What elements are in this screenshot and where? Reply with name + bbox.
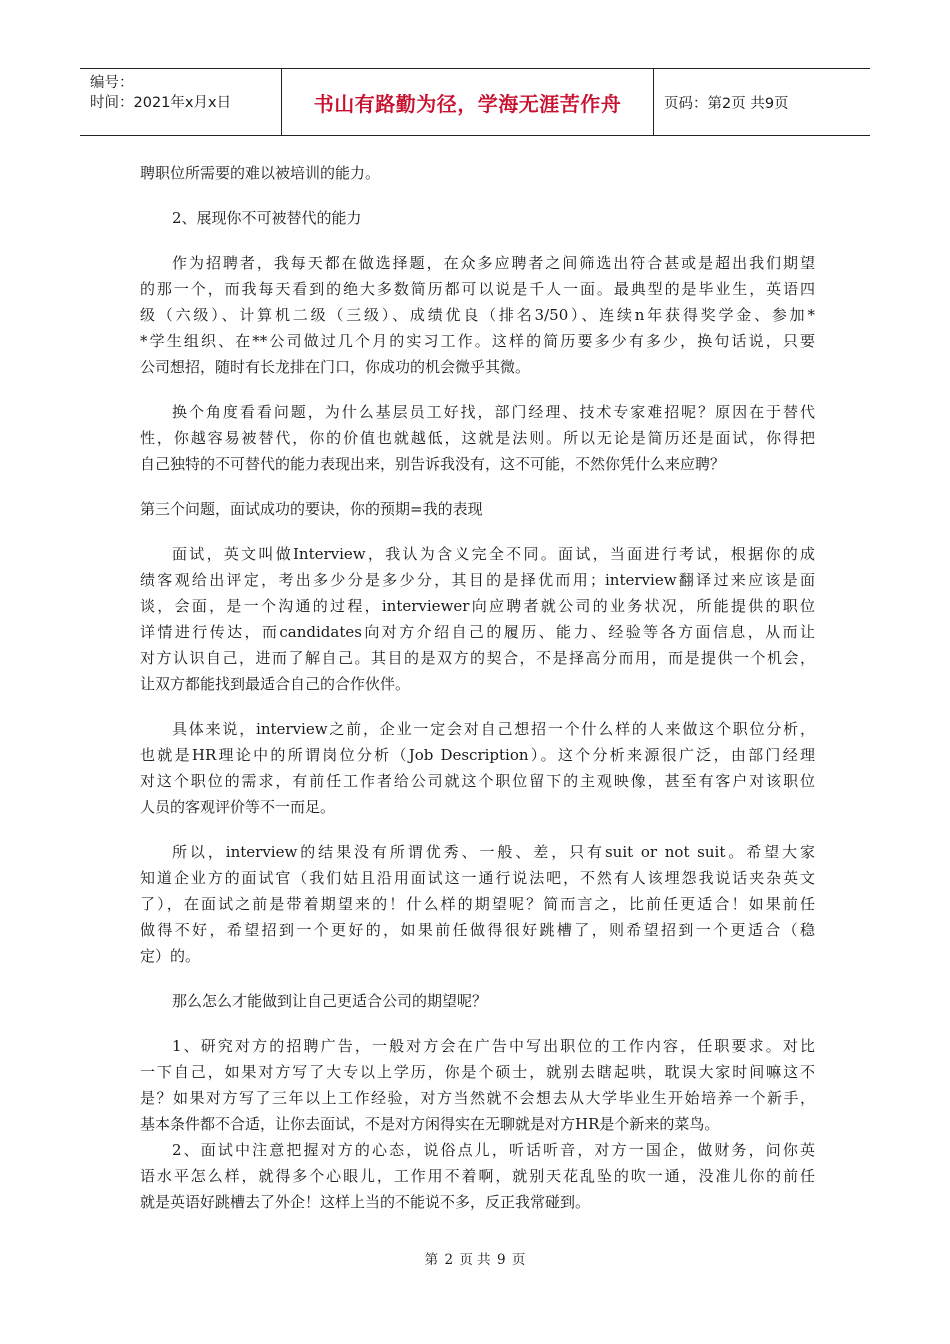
text-line: 那么怎么才能做到让自己更适合公司的期望呢？ xyxy=(172,992,488,1010)
text-line: 2、面试中注意把握对方的心态，说俗点儿，听话听音，对方一国企，做财务，问你英 xyxy=(172,1141,815,1159)
text-line: 也就是HR理论中的所谓岗位分析（Job Description）。这个分析来源很广泛，由部门经理 xyxy=(140,746,815,764)
text-line: 基本条件都不合适，让你去面试，不是对方闲得实在无聊就是对方HR是个新来的菜鸟。 xyxy=(140,1115,720,1133)
text-line: 聘职位所需要的难以被培训的能力。 xyxy=(140,164,381,182)
header-meta xyxy=(80,69,282,135)
text-line: 一下自己，如果对方写了大专以上学历，你是个硕士，就别去瞎起哄，耽误大家时间嘛这不 xyxy=(140,1063,815,1081)
text-line: 的那一个，而我每天看到的绝大多数简历都可以说是千人一面。最典型的是毕业生，英语四 xyxy=(140,280,815,298)
text-line: 对方认识自己，进而了解自己。其目的是双方的契合，不是择高分而用，而是提供一个机会， xyxy=(140,649,815,667)
footer-suffix: 页 xyxy=(511,1252,526,1268)
text-line: 所以，interview的结果没有所谓优秀、一般、差，只有suit or not suit。希望大家 xyxy=(172,843,815,861)
text-line: 具体来说，interview之前，企业一定会对自己想招一个什么样的人来做这个职位分析， xyxy=(172,720,815,738)
text-line: 绩客观给出评定，考出多少分是多少分，其目的是择优而用；interview翻译过来应该是面 xyxy=(140,571,815,589)
text-line: 定）的。 xyxy=(140,947,201,965)
text-line: 谈，会面，是一个沟通的过程，interviewer向应聘者就公司的业务状况，所能提供的职位 xyxy=(140,597,815,615)
text-line: 就是英语好跳槽去了外企！这样上当的不能说不多，反正我常碰到。 xyxy=(140,1193,591,1211)
text-line: 语水平怎么样，就得多个心眼儿，工作用不着啊，就别天花乱坠的吹一通，没准儿你的前任 xyxy=(140,1167,815,1185)
text-line: 公司想招，随时有长龙排在门口，你成功的机会微乎其微。 xyxy=(140,358,531,376)
text-line: 详情进行传达，而candidates向对方介绍自己的履历、能力、经验等各方面信息，从而让 xyxy=(140,623,815,641)
text-line: 让双方都能找到最适合自己的合作伙伴。 xyxy=(140,675,411,693)
document-body xyxy=(140,160,815,1215)
footer-page-number: 2 xyxy=(444,1252,454,1268)
text-line: 自己独特的不可替代的能力表现出来，别告诉我没有，这不可能，不然你凭什么来应聘？ xyxy=(140,455,726,473)
header-motto: 书山有路勤为径，学海无涯苦作舟 xyxy=(282,69,654,135)
header-page-label: 页码：第2页 共9页 xyxy=(664,95,789,112)
document-time-label: 时间：2021年x月x日 xyxy=(90,95,232,111)
page-header xyxy=(80,68,870,136)
text-line: 了），在面试之前是带着期望来的！什么样的期望呢？简而言之，比前任更适合！如果前任 xyxy=(140,895,815,913)
text-line: 级（六级）、计算机二级（三级）、成绩优良（排名3/50）、连续n年获得奖学金、参加* xyxy=(140,306,815,324)
footer-mid: 页 共 xyxy=(459,1252,491,1268)
text-line: *学生组织、在**公司做过几个月的实习工作。这样的简历要多少有多少，换句话说，只要 xyxy=(140,332,815,350)
text-line: 性，你越容易被替代，你的价值也就越低，这就是法则。所以无论是简历还是面试，你得把 xyxy=(140,429,815,447)
text-line: 1、研究对方的招聘广告，一般对方会在广告中写出职位的工作内容，任职要求。对比 xyxy=(172,1037,815,1055)
text-line: 是？如果对方写了三年以上工作经验，对方当然就不会想去从大学毕业生开始培养一个新手， xyxy=(140,1089,815,1107)
text-line: 做得不好，希望招到一个更好的，如果前任做得很好跳槽了，则希望招到一个更适合（稳 xyxy=(140,921,815,939)
text-line: 换个角度看看问题，为什么基层员工好找，部门经理、技术专家难招呢？原因在于替代 xyxy=(172,403,815,421)
text-line: 面试，英文叫做Interview，我认为含义完全不同。面试，当面进行考试，根据你的成 xyxy=(172,545,815,563)
page-footer xyxy=(0,1248,950,1268)
footer-total-pages: 9 xyxy=(496,1252,506,1268)
section-heading: 第三个问题，面试成功的要诀，你的预期=我的表现 xyxy=(140,500,483,518)
section-heading: 2、展现你不可被替代的能力 xyxy=(172,209,362,227)
text-line: 作为招聘者，我每天都在做选择题，在众多应聘者之间筛选出符合甚或是超出我们期望 xyxy=(172,254,815,272)
text-line: 人员的客观评价等不一而足。 xyxy=(140,798,336,816)
footer-prefix: 第 xyxy=(424,1252,439,1268)
document-number-label: 编号： xyxy=(90,75,134,91)
text-line: 对这个职位的需求，有前任工作者给公司就这个职位留下的主观映像，甚至有客户对该职位 xyxy=(140,772,815,790)
text-line: 知道企业方的面试官（我们姑且沿用面试这一通行说法吧，不然有人该埋怨我说话夹杂英文 xyxy=(140,869,815,887)
